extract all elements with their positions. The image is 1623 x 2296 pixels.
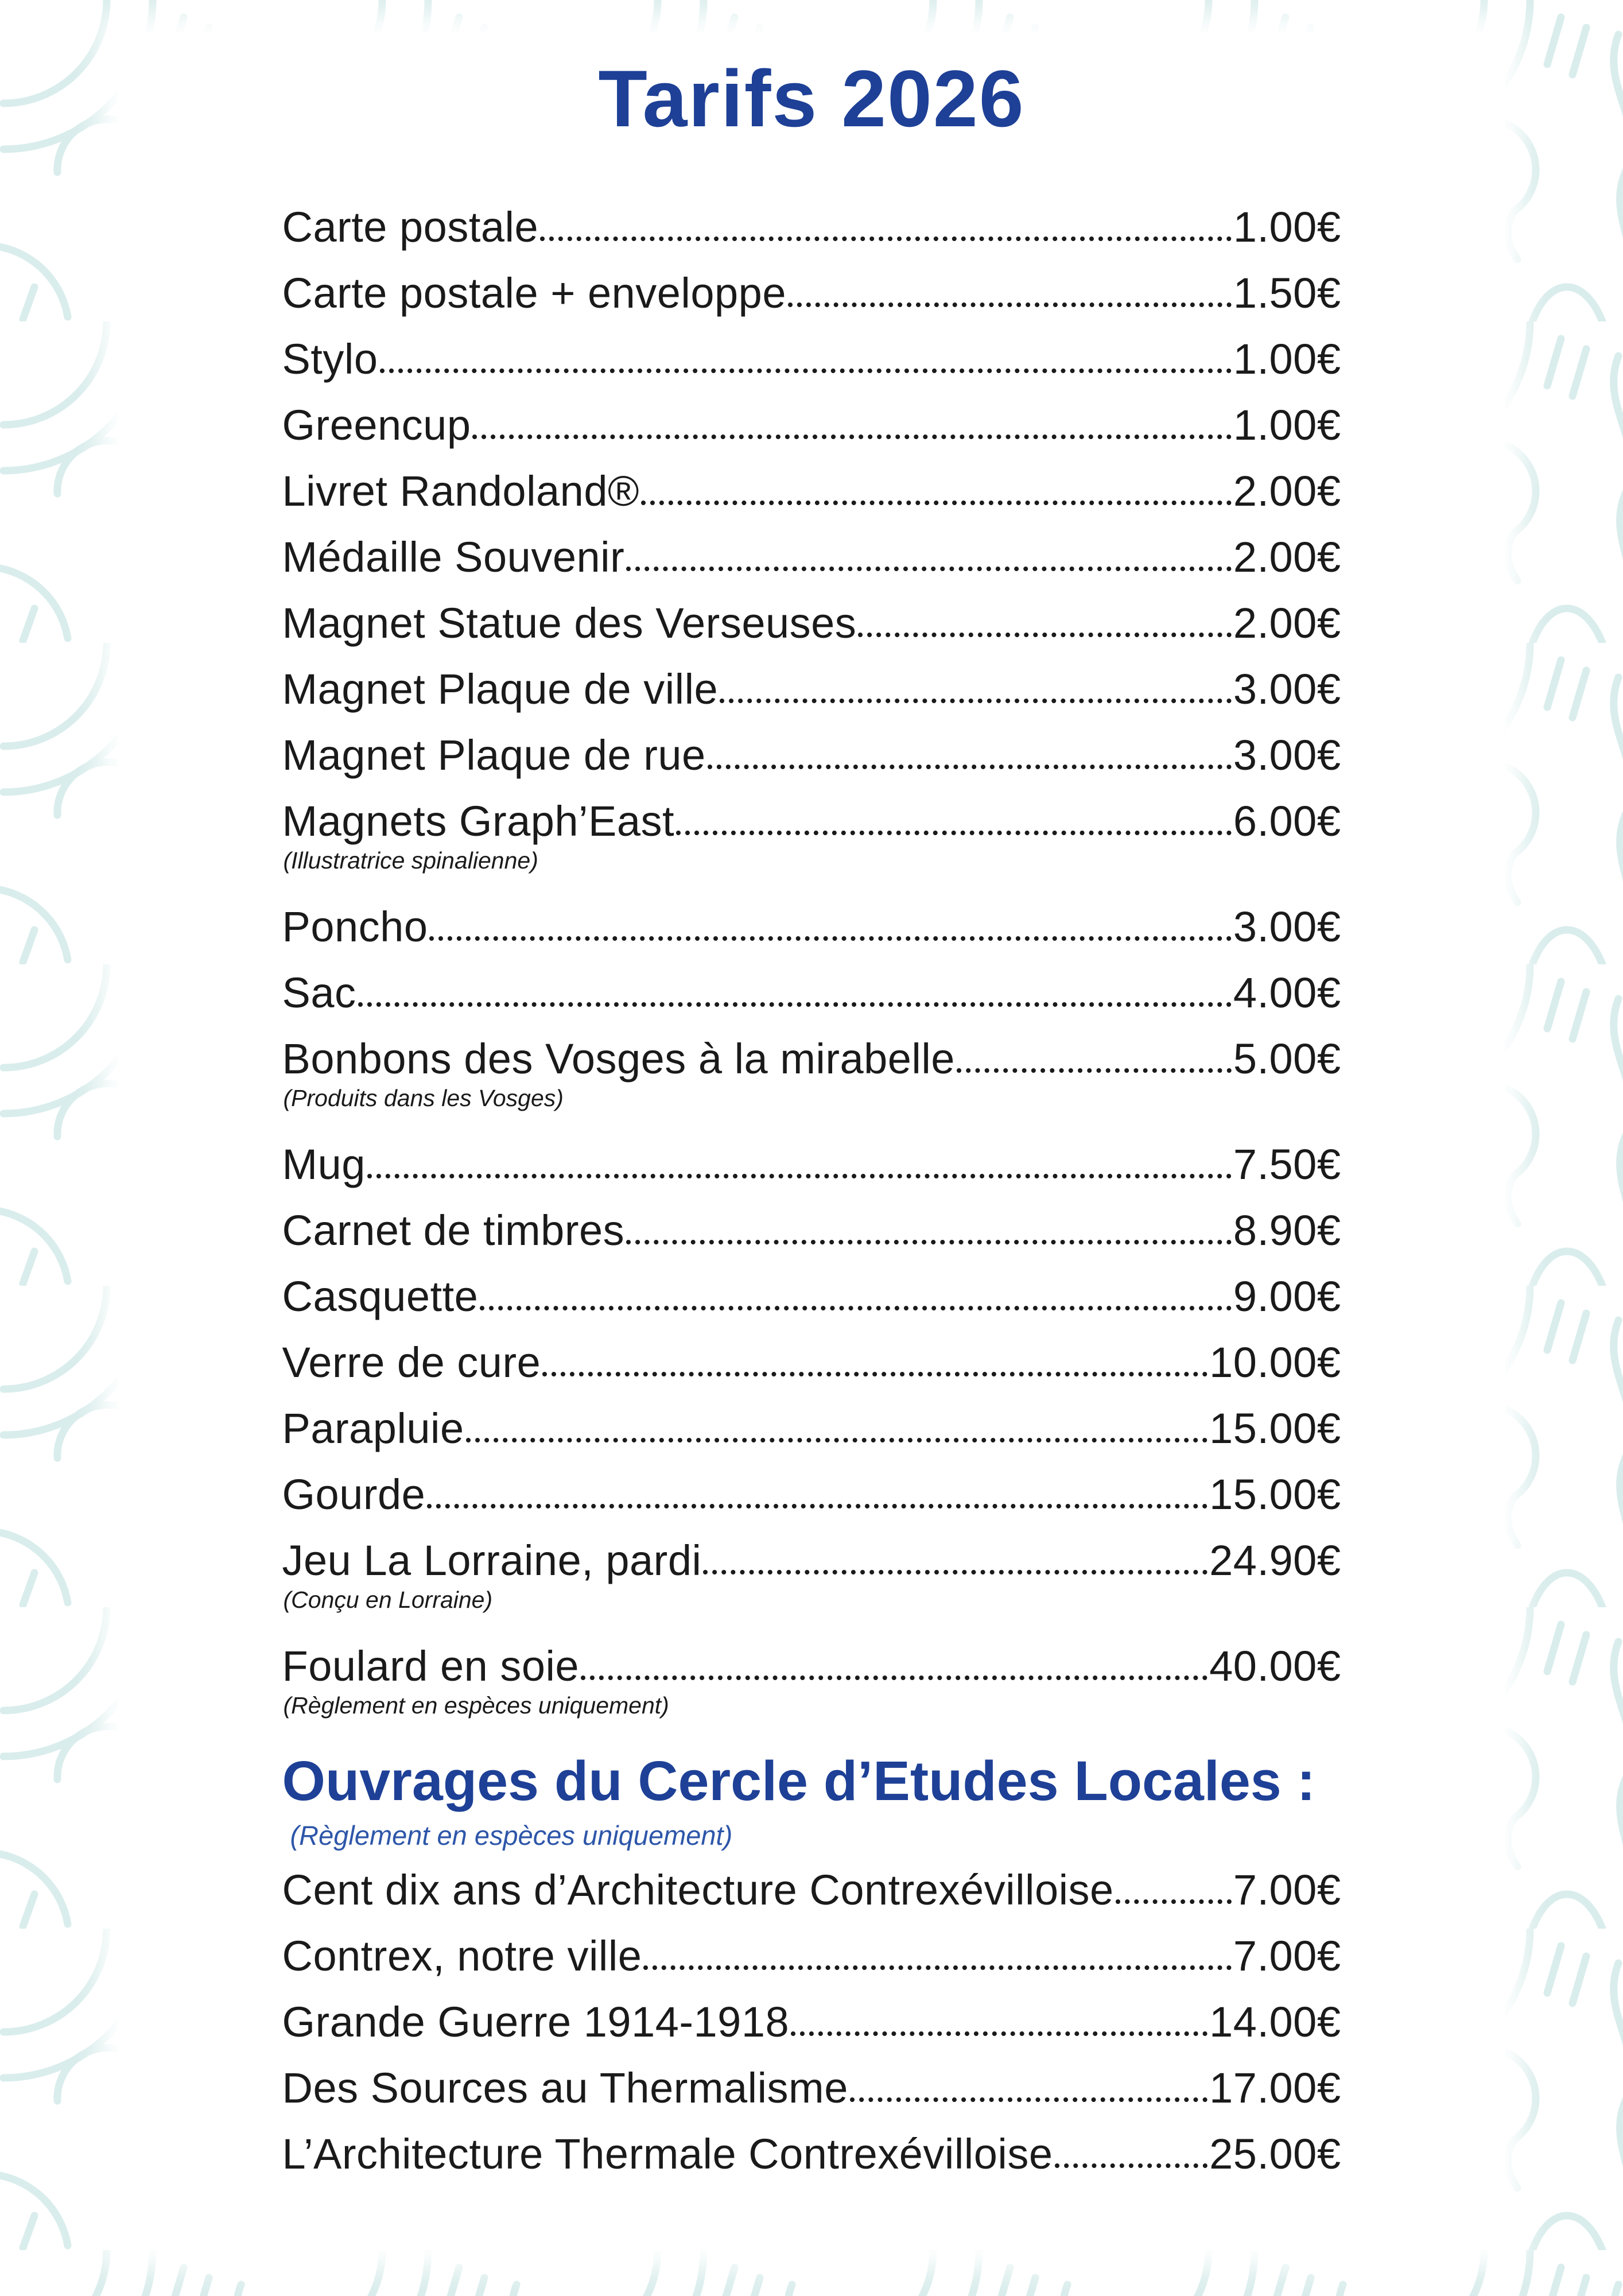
item-label: Foulard en soie <box>282 1642 580 1690</box>
item-label: Mug <box>282 1141 366 1189</box>
item-label: Greencup <box>282 401 471 449</box>
books-section <box>282 1750 1341 2178</box>
item-label: Jeu La Lorraine, pardi <box>282 1537 702 1585</box>
item-note: (Illustratrice spinalienne) <box>283 847 538 874</box>
item-price: 10.00€ <box>1209 1339 1341 1387</box>
dotted-leader <box>626 1240 1232 1244</box>
price-list-item <box>282 1998 1341 2046</box>
dotted-leader <box>472 435 1231 439</box>
item-label: Carnet de timbres <box>282 1207 625 1255</box>
item-price: 14.00€ <box>1209 1998 1341 2046</box>
item-label: Médaille Souvenir <box>282 533 625 581</box>
price-list-item <box>282 1537 1341 1585</box>
price-list-item <box>282 2064 1341 2112</box>
item-label: Cent dix ans d’Architecture Contrexévilloise <box>282 1866 1114 1914</box>
item-label: Stylo <box>282 335 378 383</box>
item-price: 6.00€ <box>1233 797 1341 846</box>
dotted-leader <box>1055 2163 1208 2168</box>
section-note: (Règlement en espèces uniquement) <box>290 1820 733 1851</box>
item-price: 2.00€ <box>1233 467 1341 515</box>
item-label: Sac <box>282 969 356 1017</box>
dotted-leader <box>626 567 1232 571</box>
price-list-item <box>282 533 1341 581</box>
item-price: 5.00€ <box>1233 1035 1341 1083</box>
item-label: Grande Guerre 1914-1918 <box>282 1998 790 2046</box>
item-price: 7.50€ <box>1233 1141 1341 1189</box>
dotted-leader <box>1116 1899 1232 1904</box>
item-price: 3.00€ <box>1233 731 1341 779</box>
dotted-leader <box>466 1438 1207 1442</box>
item-price: 7.00€ <box>1233 1866 1341 1914</box>
item-label: Magnets Graph’East <box>282 797 675 846</box>
page-title: Tarifs 2026 <box>598 53 1025 144</box>
dotted-leader <box>957 1068 1232 1073</box>
price-list-item <box>282 731 1341 779</box>
price-list-item <box>282 401 1341 449</box>
dotted-leader <box>581 1676 1207 1680</box>
dotted-leader <box>788 302 1232 307</box>
price-list-item <box>282 1642 1341 1690</box>
price-list-item <box>282 599 1341 647</box>
item-price: 2.00€ <box>1233 533 1341 581</box>
price-list-item <box>282 1866 1341 1914</box>
dotted-leader <box>367 1174 1232 1178</box>
price-list-item <box>282 1273 1341 1321</box>
item-label: Verre de cure <box>282 1339 541 1387</box>
dotted-leader <box>540 236 1232 241</box>
item-price: 2.00€ <box>1233 599 1341 647</box>
item-price: 3.00€ <box>1233 903 1341 951</box>
price-list-item <box>282 1932 1341 1980</box>
item-label: Livret Randoland® <box>282 467 640 515</box>
item-label: Poncho <box>282 903 428 951</box>
item-price: 40.00€ <box>1209 1642 1341 1690</box>
item-label: Gourde <box>282 1471 426 1519</box>
dotted-leader <box>708 765 1232 769</box>
price-list-item <box>282 2130 1341 2178</box>
item-price: 1.00€ <box>1233 401 1341 449</box>
item-label: L’Architecture Thermale Contrexévilloise <box>282 2130 1053 2178</box>
price-list-item <box>282 903 1341 951</box>
price-list-item <box>282 335 1341 383</box>
books-price-list <box>282 1866 1341 2178</box>
item-price: 8.90€ <box>1233 1207 1341 1255</box>
dotted-leader <box>676 831 1232 835</box>
price-list-item <box>282 797 1341 846</box>
dotted-leader <box>480 1306 1231 1310</box>
item-price: 25.00€ <box>1209 2130 1341 2178</box>
item-label: Carte postale <box>282 203 539 251</box>
price-list-item <box>282 203 1341 251</box>
price-list-item <box>282 1035 1341 1083</box>
price-list-item <box>282 969 1341 1017</box>
section-heading: Ouvrages du Cercle d’Etudes Locales : <box>282 1750 1315 1813</box>
item-label: Carte postale + enveloppe <box>282 269 786 317</box>
item-price: 7.00€ <box>1233 1932 1341 1980</box>
dotted-leader <box>791 2031 1207 2036</box>
item-price: 1.50€ <box>1233 269 1341 317</box>
price-list-item <box>282 1207 1341 1255</box>
dotted-leader <box>358 1002 1232 1007</box>
price-list-item <box>282 467 1341 515</box>
price-list-item <box>282 1339 1341 1387</box>
item-price: 1.00€ <box>1233 203 1341 251</box>
item-price: 15.00€ <box>1209 1471 1341 1519</box>
dotted-leader <box>380 369 1232 373</box>
price-list <box>282 203 1341 1719</box>
item-price: 1.00€ <box>1233 335 1341 383</box>
dotted-leader <box>429 936 1231 941</box>
dotted-leader <box>703 1570 1207 1574</box>
dotted-leader <box>643 1965 1231 1970</box>
item-label: Magnet Plaque de rue <box>282 731 706 779</box>
dotted-leader <box>720 699 1232 703</box>
tariff-sheet <box>282 0 1341 2178</box>
item-label: Des Sources au Thermalisme <box>282 2064 848 2112</box>
dotted-leader <box>641 501 1232 505</box>
item-price: 17.00€ <box>1209 2064 1341 2112</box>
dotted-leader <box>858 633 1232 637</box>
item-label: Casquette <box>282 1273 479 1321</box>
price-list-item <box>282 665 1341 713</box>
item-price: 24.90€ <box>1209 1537 1341 1585</box>
dotted-leader <box>542 1372 1207 1376</box>
dotted-leader <box>850 2097 1207 2102</box>
item-note: (Règlement en espèces uniquement) <box>283 1692 669 1719</box>
item-price: 4.00€ <box>1233 969 1341 1017</box>
price-list-item <box>282 1471 1341 1519</box>
item-label: Magnet Plaque de ville <box>282 665 719 713</box>
price-list-item <box>282 1405 1341 1453</box>
item-price: 9.00€ <box>1233 1273 1341 1321</box>
item-label: Bonbons des Vosges à la mirabelle <box>282 1035 955 1083</box>
price-list-item <box>282 1141 1341 1189</box>
item-label: Contrex, notre ville <box>282 1932 642 1980</box>
item-note: (Conçu en Lorraine) <box>283 1587 493 1614</box>
item-price: 15.00€ <box>1209 1405 1341 1453</box>
item-label: Parapluie <box>282 1405 464 1453</box>
item-price: 3.00€ <box>1233 665 1341 713</box>
item-note: (Produits dans les Vosges) <box>283 1085 564 1112</box>
dotted-leader <box>427 1504 1207 1508</box>
price-list-item <box>282 269 1341 317</box>
item-label: Magnet Statue des Verseuses <box>282 599 857 647</box>
